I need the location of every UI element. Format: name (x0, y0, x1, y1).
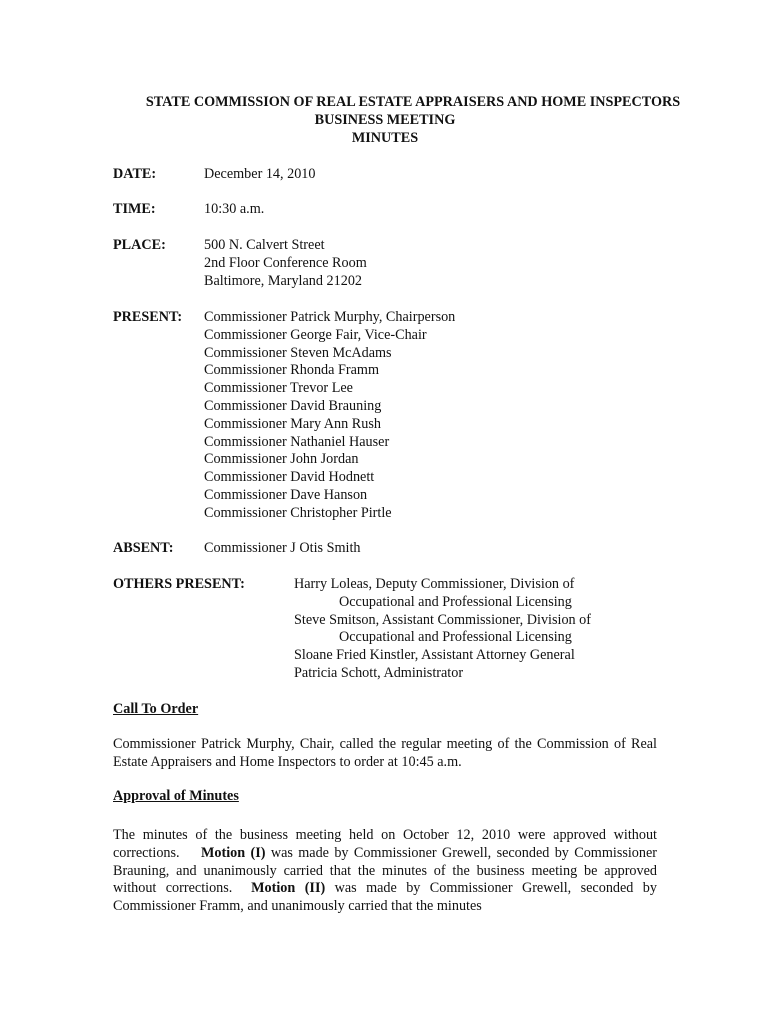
others-line: Patricia Schott, Administrator (294, 664, 464, 681)
commission-title: STATE COMMISSION OF REAL ESTATE APPRAISERS AND HOME INSPECTORS (145, 94, 681, 110)
present-member: Commissioner Patrick Murphy, Chairperson (204, 309, 456, 325)
present-member: Commissioner David Brauning (204, 397, 382, 414)
others-present-list (294, 576, 591, 683)
present-member: Commissioner David Hodnett (204, 469, 375, 486)
present-member: Commissioner Steven McAdams (204, 344, 392, 361)
approval-of-minutes-text (113, 827, 657, 916)
present-member: Commissioner Dave Hanson (204, 486, 368, 503)
motion-one-label: Motion (I) (201, 844, 266, 861)
call-to-order-text: Commissioner Patrick Murphy, Chair, called the regular meeting of the Commission of Real Estate Appraisers and Home Inspectors to order at 10:45 a.m. (113, 736, 657, 770)
present-member: Commissioner Rhonda Framm (204, 362, 379, 379)
present-list (204, 309, 455, 523)
place-address (204, 237, 367, 290)
place-line: 500 N. Calvert Street (204, 237, 325, 253)
others-line: Steve Smitson, Assistant Commissioner, Division of (294, 611, 591, 628)
absent-label: ABSENT: (113, 540, 174, 556)
call-to-order-heading: Call To Order (113, 701, 199, 717)
present-member: Commissioner George Fair, Vice-Chair (204, 326, 427, 343)
present-label: PRESENT: (113, 309, 183, 325)
date-value: December 14, 2010 (204, 166, 316, 182)
present-member: Commissioner Trevor Lee (204, 380, 353, 397)
approval-of-minutes-heading: Approval of Minutes (113, 788, 239, 804)
absent-value: Commissioner J Otis Smith (204, 540, 361, 556)
others-line: Occupational and Professional Licensing (339, 629, 572, 646)
time-value: 10:30 a.m. (204, 201, 265, 217)
present-member: Commissioner Christopher Pirtle (204, 504, 392, 521)
place-line: Baltimore, Maryland 21202 (204, 272, 363, 289)
approval-text-a: The minutes of the business meeting held on October 12, 2010 were approved without corrections. (113, 827, 657, 861)
minutes-title: MINUTES (351, 130, 419, 146)
others-line: Sloane Fried Kinstler, Assistant Attorney General (294, 647, 575, 664)
others-line: Occupational and Professional Licensing (339, 593, 572, 610)
place-line: 2nd Floor Conference Room (204, 254, 367, 271)
present-member: Commissioner John Jordan (204, 451, 359, 468)
date-label: DATE: (113, 166, 157, 182)
approval-text-b: was made by Commissioner Grewell, seconded by Commissioner Brauning, and unanimously carried that the minutes of the business meeting be approved without corrections. (113, 844, 658, 897)
others-present-label: OTHERS PRESENT: (113, 576, 245, 592)
motion-two-label: Motion (II) (251, 880, 326, 897)
meeting-type-title: BUSINESS MEETING (314, 112, 456, 128)
place-label: PLACE: (113, 237, 166, 253)
time-label: TIME: (113, 201, 156, 217)
present-member: Commissioner Nathaniel Hauser (204, 433, 390, 450)
others-line: Harry Loleas, Deputy Commissioner, Division of (294, 576, 575, 592)
present-member: Commissioner Mary Ann Rush (204, 415, 381, 432)
approval-text-c: was made by Commissioner Grewell, seconded by Commissioner Framm, and unanimously carried that the minutes (113, 880, 657, 915)
